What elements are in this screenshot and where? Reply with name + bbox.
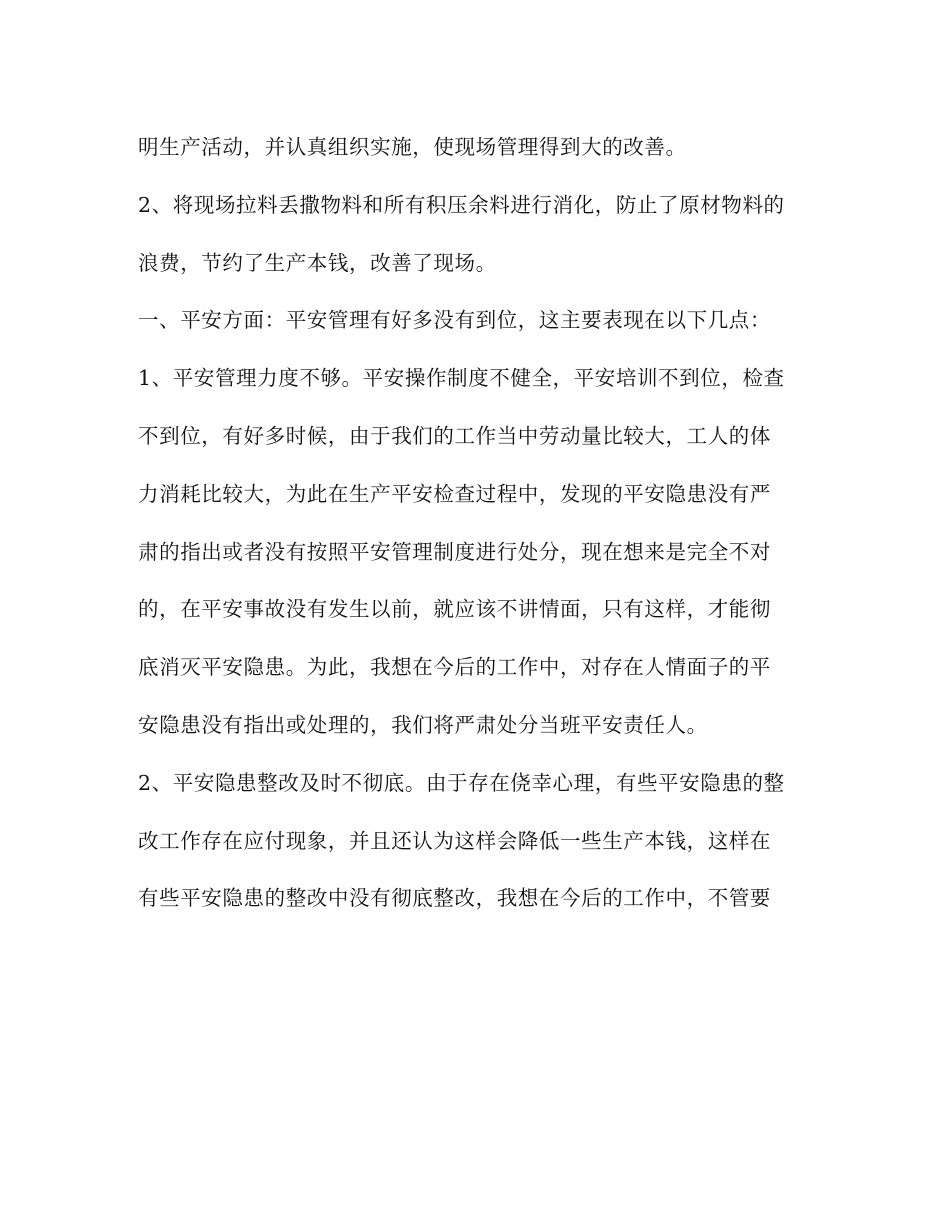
text-line: 1、平安管理力度不够。平安操作制度不健全，平安培训不到位，检查	[138, 366, 785, 391]
document-body	[138, 119, 818, 928]
text-line: 有些平安隐患的整改中没有彻底整改，我想在今后的工作中，不管要	[138, 886, 771, 911]
text-line: 肃的指出或者没有按照平安管理制度进行处分，现在想来是完全不对	[138, 539, 771, 564]
text-line: 明生产活动，并认真组织实施，使现场管理得到大的改善。	[138, 135, 687, 159]
text-line: 安隐患没有指出或处理的，我们将严肃处分当班平安责任人。	[138, 712, 708, 737]
text-line: 的，在平安事故没有发生以前，就应该不讲情面，只有这样，才能彻	[138, 597, 771, 622]
text-line: 力消耗比较大，为此在生产平安检查过程中，发现的平安隐患没有严	[138, 481, 771, 506]
text-line: 2、将现场拉料丢撒物料和所有积压余料进行消化，防止了原材物料的	[138, 192, 785, 217]
text-line: 浪费，节约了生产本钱，改善了现场。	[138, 250, 497, 275]
text-line: 改工作存在应付现象，并且还认为这样会降低一些生产本钱，这样在	[138, 828, 771, 853]
section-heading: 一、平安方面：平安管理有好多没有到位，这主要表现在以下几点：	[138, 308, 771, 333]
text-line: 2、平安隐患整改及时不彻底。由于存在侥幸心理，有些平安隐患的整	[138, 770, 785, 795]
text-line: 底消灭平安隐患。为此，我想在今后的工作中，对存在人情面子的平	[138, 655, 771, 680]
text-line: 不到位，有好多时候，由于我们的工作当中劳动量比较大，工人的体	[138, 423, 771, 448]
